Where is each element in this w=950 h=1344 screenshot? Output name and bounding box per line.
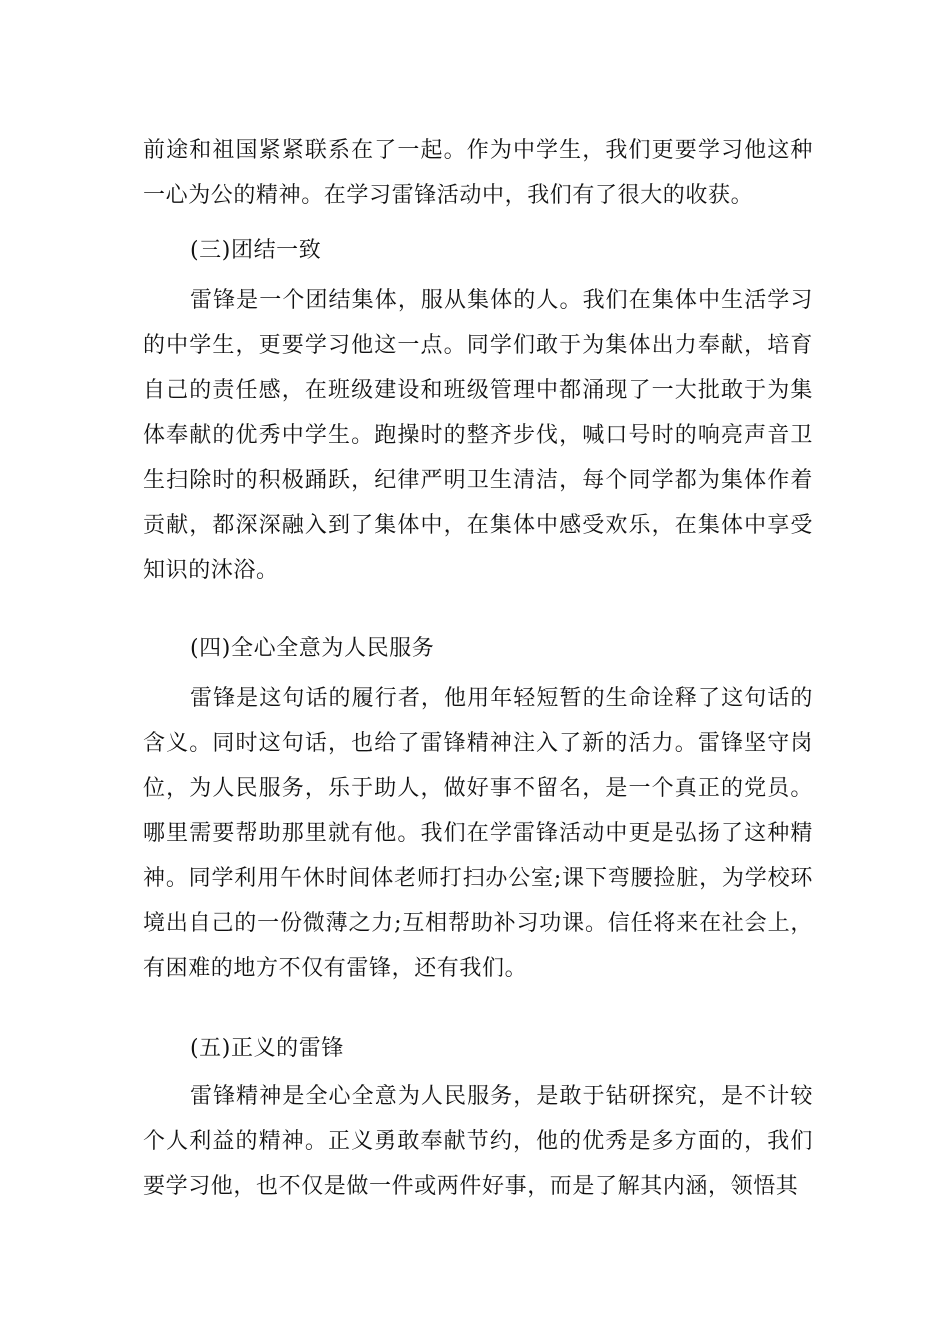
section-heading-5: (五)正义的雷锋 — [190, 1036, 344, 1061]
section-heading-3: (三)团结一致 — [190, 238, 322, 263]
paragraph-section-5: 雷锋精神是全心全意为人民服务，是敢于钻研探究，是不计较个人利益的精神。正义勇敢奉献节约，他的优秀是多方面的，我们要学习他，也不仅是做一件或两件好事，而是了解其内涵，领悟其 — [143, 1084, 813, 1199]
section-heading-4: (四)全心全意为人民服务 — [190, 636, 435, 661]
paragraph-section-4: 雷锋是这句话的履行者，他用年轻短暂的生命诠释了这句话的含义。同时这句话，也给了雷锋精神注入了新的活力。雷锋坚守岗位，为人民服务，乐于助人，做好事不留名，是一个真正的党员。哪里需要帮助那里就有他。我们在学雷锋活动中更是弘扬了这种精神。同学利用午休时间体老师打扫办公室;课下弯腰捡脏，为学校环境出自己的一份微薄之力;互相帮助补习功课。信任将来在社会上，有困难的地方不仅有雷锋，还有我们。 — [143, 686, 813, 981]
paragraph-continuation: 前途和祖国紧紧联系在了一起。作为中学生，我们更要学习他这种一心为公的精神。在学习雷锋活动中，我们有了很大的收获。 — [143, 138, 813, 208]
paragraph-section-3: 雷锋是一个团结集体，服从集体的人。我们在集体中生活学习的中学生，更要学习他这一点。同学们敢于为集体出力奉献，培育自己的责任感，在班级建设和班级管理中都涌现了一大批敢于为集体奉献的优秀中学生。跑操时的整齐步伐，喊口号时的响亮声音卫生扫除时的积极踊跃，纪律严明卫生清洁，每个同学都为集体作着贡献，都深深融入到了集体中，在集体中感受欢乐，在集体中享受知识的沐浴。 — [143, 288, 813, 583]
